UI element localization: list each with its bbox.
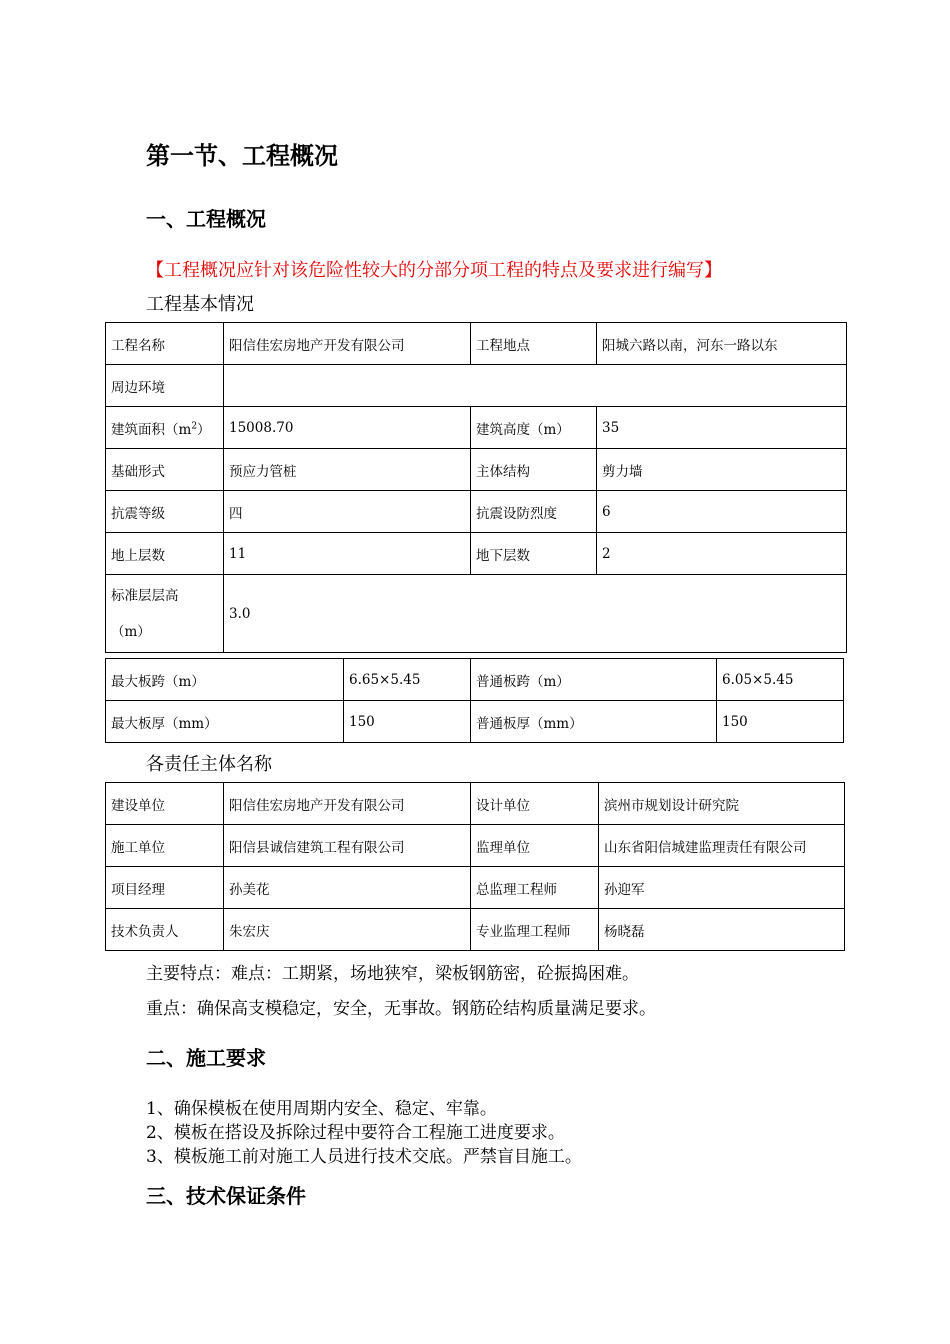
basic-info-table xyxy=(105,322,847,653)
table-row xyxy=(106,783,845,825)
label-main-structure: 主体结构 xyxy=(471,449,597,491)
value-chief-supervisor: 孙迎军 xyxy=(599,867,845,909)
basic-info-caption: 工程基本情况 xyxy=(146,294,254,315)
value-normal-span: 6.05×5.45 xyxy=(717,659,844,701)
label-max-span: 最大板跨（m） xyxy=(106,659,344,701)
requirement-3: 3、模板施工前对施工人员进行技术交底。严禁盲目施工。 xyxy=(146,1147,582,1167)
label-story-height: 标准层层高 （m） xyxy=(106,575,224,653)
heading-project-overview: 一、工程概况 xyxy=(146,207,266,231)
table-row xyxy=(106,701,844,743)
red-note: 【工程概况应针对该危险性较大的分部分项工程的特点及要求进行编写】 xyxy=(146,260,722,281)
table-row xyxy=(106,449,847,491)
value-designer: 滨州市规划设计研究院 xyxy=(599,783,845,825)
section-title: 第一节、工程概况 xyxy=(146,142,338,170)
value-building-height: 35 xyxy=(597,407,847,449)
value-seismic-grade: 四 xyxy=(224,491,471,533)
label-specialist-supervisor: 专业监理工程师 xyxy=(471,909,599,951)
label-max-thickness: 最大板厚（mm） xyxy=(106,701,344,743)
label-designer: 设计单位 xyxy=(471,783,599,825)
label-location: 工程地点 xyxy=(471,323,597,365)
value-floor-area: 15008.70 xyxy=(224,407,471,449)
label-building-height: 建筑高度（m） xyxy=(471,407,597,449)
value-project-manager: 孙美花 xyxy=(224,867,471,909)
table-row xyxy=(106,867,845,909)
label-floors-below: 地下层数 xyxy=(471,533,597,575)
label-developer: 建设单位 xyxy=(106,783,224,825)
requirement-1: 1、确保模板在使用周期内安全、稳定、牢靠。 xyxy=(146,1099,497,1119)
label-tech-lead: 技术负责人 xyxy=(106,909,224,951)
heading-construction-requirements: 二、施工要求 xyxy=(146,1046,266,1070)
value-floors-below: 2 xyxy=(597,533,847,575)
label-surroundings: 周边环境 xyxy=(106,365,224,407)
table-row xyxy=(106,533,847,575)
value-normal-thickness: 150 xyxy=(717,701,844,743)
value-max-thickness: 150 xyxy=(344,701,471,743)
value-project-name: 阳信佳宏房地产开发有限公司 xyxy=(224,323,471,365)
requirement-2: 2、模板在搭设及拆除过程中要符合工程施工进度要求。 xyxy=(146,1123,565,1143)
table-row xyxy=(106,825,845,867)
label-floors-above: 地上层数 xyxy=(106,533,224,575)
value-contractor: 阳信县诚信建筑工程有限公司 xyxy=(224,825,471,867)
label-contractor: 施工单位 xyxy=(106,825,224,867)
label-foundation: 基础形式 xyxy=(106,449,224,491)
label-seismic-intensity: 抗震设防烈度 xyxy=(471,491,597,533)
value-location: 阳城六路以南，河东一路以东 xyxy=(597,323,847,365)
label-project-manager: 项目经理 xyxy=(106,867,224,909)
label-chief-supervisor: 总监理工程师 xyxy=(471,867,599,909)
value-max-span: 6.65×5.45 xyxy=(344,659,471,701)
features-key-points: 重点：确保高支模稳定，安全，无事故。钢筋砼结构质量满足要求。 xyxy=(146,999,656,1019)
value-seismic-intensity: 6 xyxy=(597,491,847,533)
table-row xyxy=(106,407,847,449)
value-developer: 阳信佳宏房地产开发有限公司 xyxy=(224,783,471,825)
value-main-structure: 剪力墙 xyxy=(597,449,847,491)
slab-span-table xyxy=(105,658,844,743)
table-row xyxy=(106,909,845,951)
value-floors-above: 11 xyxy=(224,533,471,575)
label-seismic-grade: 抗震等级 xyxy=(106,491,224,533)
table-row xyxy=(106,365,847,407)
parties-caption: 各责任主体名称 xyxy=(146,754,272,775)
label-normal-thickness: 普通板厚（mm） xyxy=(471,701,717,743)
value-tech-lead: 朱宏庆 xyxy=(224,909,471,951)
table-row xyxy=(106,659,844,701)
label-supervisor: 监理单位 xyxy=(471,825,599,867)
label-floor-area: 建筑面积$(m^2)$ xyxy=(106,407,224,449)
label-normal-span: 普通板跨（m） xyxy=(471,659,717,701)
table-row xyxy=(106,323,847,365)
value-specialist-supervisor: 杨晓磊 xyxy=(599,909,845,951)
heading-technical-conditions: 三、技术保证条件 xyxy=(146,1184,306,1208)
features-difficulties: 主要特点：难点：工期紧，场地狭窄，梁板钢筋密，砼振捣困难。 xyxy=(146,964,639,984)
value-foundation: 预应力管桩 xyxy=(224,449,471,491)
table-row xyxy=(106,575,847,653)
table-row xyxy=(106,491,847,533)
label-project-name: 工程名称 xyxy=(106,323,224,365)
value-surroundings xyxy=(224,365,847,407)
value-supervisor: 山东省阳信城建监理责任有限公司 xyxy=(599,825,845,867)
parties-table xyxy=(105,782,845,951)
value-story-height: 3.0 xyxy=(224,575,847,653)
